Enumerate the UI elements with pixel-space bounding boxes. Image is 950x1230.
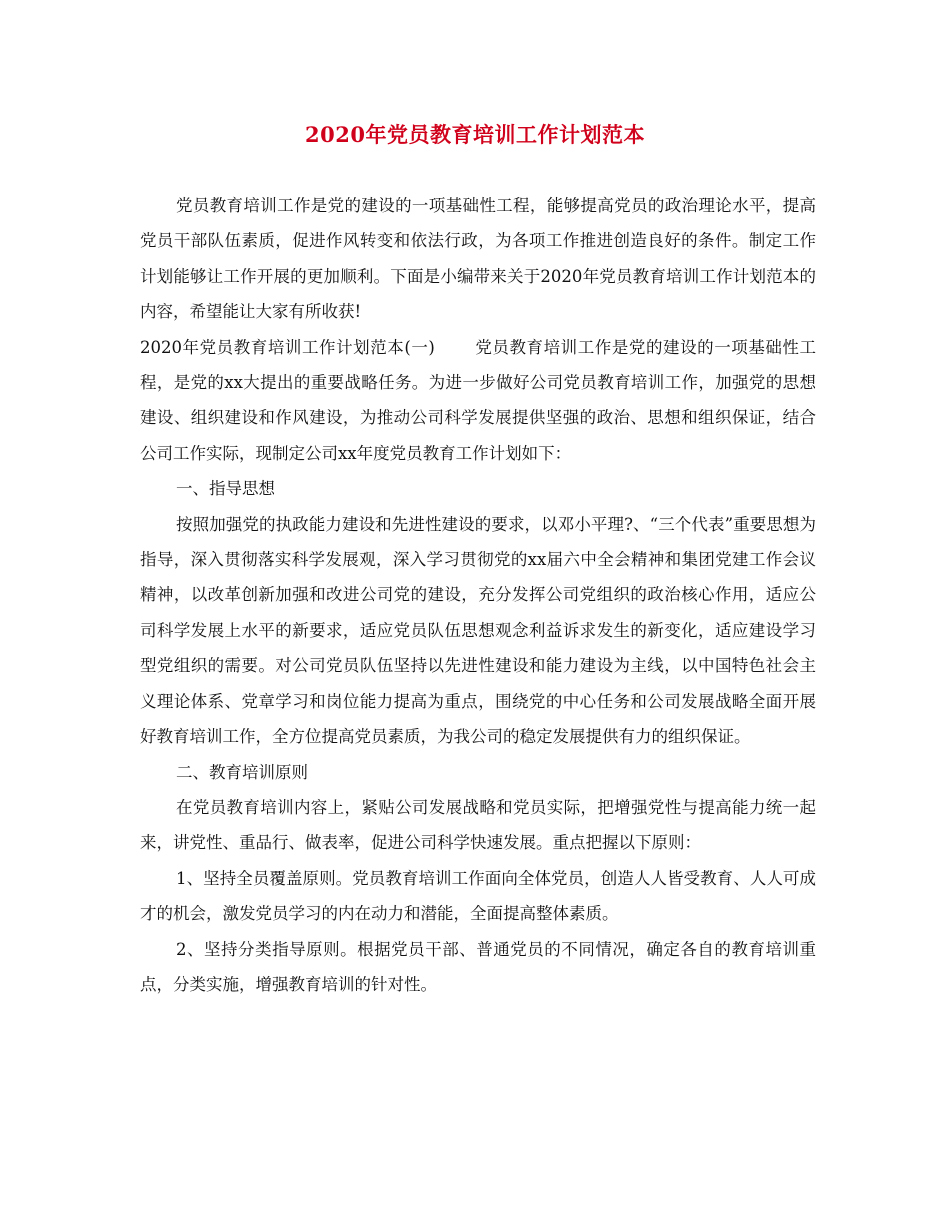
principle-item-2: 2、坚持分类指导原则。根据党员干部、普通党员的不同情况，确定各自的教育培训重点，分类实施，增强教育培训的针对性。 xyxy=(140,939,816,994)
intro-paragraph: 党员教育培训工作是党的建设的一项基础性工程，能够提高党员的政治理论水平，提高党员干部队伍素质，促进作风转变和依法行政，为各项工作推进创造良好的条件。制定工作计划能够让工作开展的更加顺利。下面是小编带来关于2020年党员教育培训工作计划范本的内容，希望能让大家有所收获! xyxy=(140,196,816,322)
principle-item-1: 1、坚持全员覆盖原则。党员教育培训工作面向全体党员，创造人人皆受教育、人人可成才的机会，激发党员学习的内在动力和潜能，全面提高整体素质。 xyxy=(140,868,816,924)
document-title: 2020年党员教育培训工作计划范本 xyxy=(305,122,645,147)
heading-training-principles: 二、教育培训原则 xyxy=(176,762,308,782)
guiding-ideology-paragraph: 按照加强党的执政能力建设和先进性建设的要求，以邓小平理?、“三个代表”重要思想为指导，深入贯彻落实科学发展观，深入学习贯彻党的xx届六中全会精神和集团党建工作会议精神，以改革创新加强和改进公司党的建设，充分发挥公司党组织的政治核心作用，适应公司科学发展上水平的新要求，适应党员队伍思想观念利益诉求发生的新变化，适应建设学习型党组织的需要。对公司党员队伍坚持以先进性建设和能力建设为主线，以中国特色社会主义理论体系、党章学习和岗位能力提高为重点，围绕党的中心任务和公司发展战略全面开展好教育培训工作，全方位提高党员素质，为我公司的稳定发展提供有力的组织保证。 xyxy=(140,514,816,747)
section-one-title: 2020年党员教育培训工作计划范本(一) xyxy=(140,337,435,357)
training-principles-paragraph: 在党员教育培训内容上，紧贴公司发展战略和党员实际，把增强党性与提高能力统一起来，讲党性、重品行、做表率，促进公司科学快速发展。重点把握以下原则： xyxy=(140,797,816,853)
document-body xyxy=(140,188,816,1002)
heading-guiding-ideology: 一、指导思想 xyxy=(176,479,275,499)
section-one-paragraph xyxy=(140,330,816,472)
section-one-text: 党员教育培训工作是党的建设的一项基础性工程，是党的xx大提出的重要战略任务。为进一步做好公司党员教育培训工作，加强党的思想建设、组织建设和作风建设，为推动公司科学发展提供坚强的政治、思想和组织保证，结合公司工作实际，现制定公司xx年度党员教育工作计划如下： xyxy=(140,337,816,463)
